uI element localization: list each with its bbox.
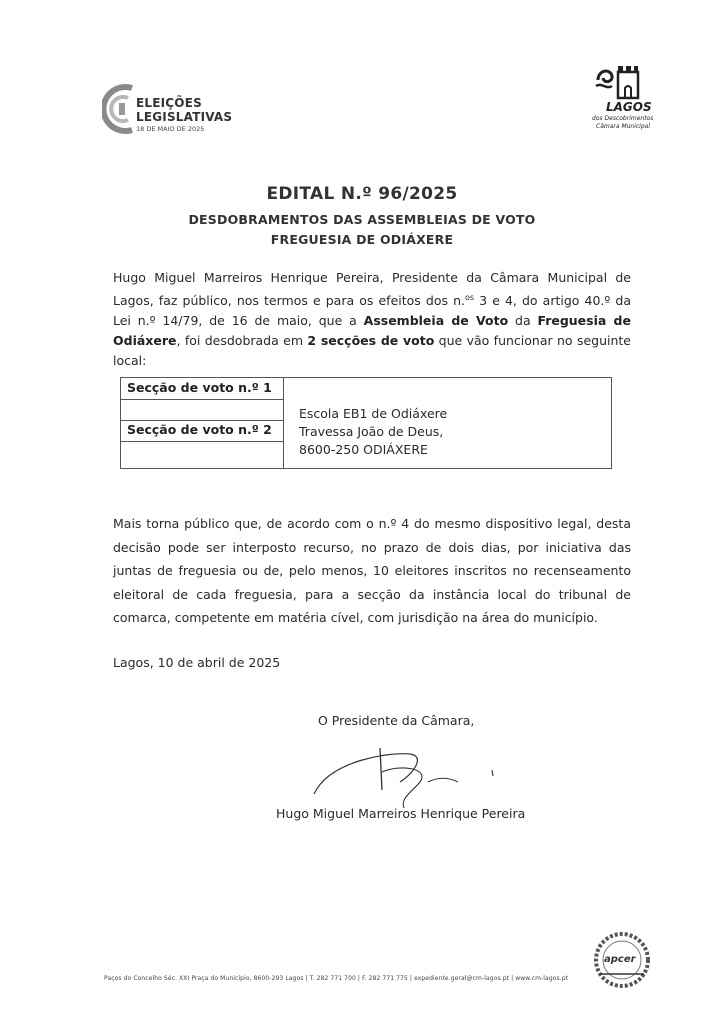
intro-bold-sections: 2 secções de voto <box>307 333 435 349</box>
table-row-divider <box>121 420 283 421</box>
document-title: EDITAL N.º 96/2025 <box>266 184 458 204</box>
signature-title: O Presidente da Câmara, <box>318 713 475 728</box>
appeal-paragraph: Mais torna público que, de acordo com o n.º 4 do mesmo dispositivo legal, desta decisão pode ser interposto recurso, no prazo de dois dias, por iniciativa das juntas de freguesia ou de, pelo menos, 10 eleitores inscritos no recenseamento eleitoral de cada freguesia, para a secção da instância local do tribunal de comarca, competente em matéria cível, com jurisdição na área do município. <box>113 516 631 625</box>
elections-logo-date: 18 DE MAIO DE 2025 <box>136 125 205 133</box>
elections-logo-line1: ELEIÇÕES <box>136 96 202 110</box>
polling-sections-table <box>120 377 612 469</box>
footer-address: Paços do Concelho Séc. XXI Praça do Município, 8600-293 Lagos | T. 282 771 700 | F. 282 771 775 | expediente.geral@cm-lagos.pt | www.cm-lagos.pt <box>104 975 569 982</box>
document-subtitle-1: DESDOBRAMENTOS DAS ASSEMBLEIAS DE VOTO <box>188 212 536 227</box>
elections-logo <box>102 78 242 140</box>
document-subtitle-2: FREGUESIA DE ODIÁXERE <box>270 232 454 247</box>
intro-text-e: que vão funcionar no seguinte local: <box>113 333 631 369</box>
address-line-2: Travessa João de Deus, <box>299 424 444 439</box>
table-row-section-1: Secção de voto n.º 1 <box>127 380 272 395</box>
elections-logo-line2: LEGISLATIVAS <box>136 110 233 124</box>
handwritten-signature <box>300 742 500 812</box>
intro-text-b: 3 e 4, do artigo 40.º da Lei n.º 14/79, de 16 de maio, que a <box>113 293 631 329</box>
intro-text-a: Hugo Miguel Marreiros Henrique Pereira, Presidente da Câmara Municipal de Lagos, faz público, nos termos e para os efeitos dos n. <box>113 270 631 309</box>
apcer-certification-logo <box>592 930 652 990</box>
lagos-castle-wave-icon <box>594 62 644 102</box>
apcer-label: apcer <box>604 954 636 965</box>
address-line-1: Escola EB1 de Odiáxere <box>299 406 448 421</box>
place-date: Lagos, 10 de abril de 2025 <box>113 655 281 670</box>
intro-text-d: , foi desdobrada em <box>176 333 308 349</box>
elections-ring-icon <box>102 78 136 140</box>
table-column-divider <box>283 378 284 468</box>
lagos-logo-subtitle: Câmara Municipal <box>596 123 651 130</box>
intro-bold-assembly: Assembleia de Voto <box>363 313 509 329</box>
intro-text-c: da <box>508 313 538 329</box>
signer-name: Hugo Miguel Marreiros Henrique Pereira <box>276 806 526 821</box>
lagos-logo-tagline: dos Descobrimentos <box>592 115 654 122</box>
lagos-municipality-logo <box>582 58 658 138</box>
intro-paragraph <box>113 268 631 371</box>
address-line-3: 8600-250 ODIÁXERE <box>299 442 428 457</box>
table-row-divider <box>121 399 283 400</box>
intro-bold-parish: Freguesia de Odiáxere <box>113 313 631 349</box>
table-row-divider <box>121 441 283 442</box>
intro-sup: os <box>464 293 475 302</box>
lagos-logo-name: LAGOS <box>606 100 652 114</box>
table-row-section-2: Secção de voto n.º 2 <box>127 422 272 437</box>
